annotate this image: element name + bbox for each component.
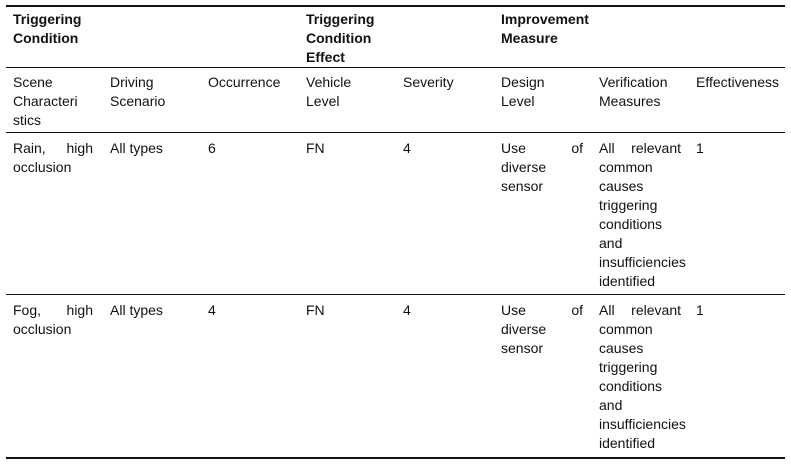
column-header-driving-scenario: Driving Scenario	[110, 74, 166, 109]
group-header-improvement-measure: Improvement Measure	[501, 11, 589, 46]
row-2-vehicle-level: FN	[306, 302, 325, 318]
row-2-occurrence: 4	[208, 302, 216, 318]
row-1-design-level: Use of diverse sensor	[501, 140, 583, 194]
row-2-design-level: Use of diverse sensor	[501, 302, 583, 356]
row-2-severity: 4	[403, 302, 411, 318]
subheader-rule	[6, 132, 785, 133]
column-header-effectiveness: Effectiveness	[696, 74, 780, 90]
column-header-scene-characteristics-text: Scene Characteristics	[13, 74, 78, 128]
row-1-driving-scenario: All types	[110, 140, 163, 156]
column-header-scene-characteristics	[13, 73, 95, 130]
group-header-triggering-condition: Triggering Condition	[13, 11, 82, 46]
top-rule	[6, 5, 785, 7]
column-header-design-level: Design Level	[501, 74, 545, 109]
row-2-effectiveness: 1	[696, 302, 704, 318]
row-2-driving-scenario: All types	[110, 302, 163, 318]
bottom-rule	[6, 457, 785, 459]
row-2-scene-characteristics: Fog, high occlusion	[13, 302, 93, 337]
header-rule	[6, 67, 785, 68]
row-1-severity: 4	[403, 140, 411, 156]
row-1-verification-measures: All relevant common causes triggering conditions and insufficiencies identified	[599, 140, 686, 289]
group-header-triggering-condition-effect: Triggering Condition Effect	[306, 11, 375, 65]
row-2-verification-measures: All relevant common causes triggering conditions and insufficiencies identified	[599, 302, 686, 451]
row-1-effectiveness: 1	[696, 140, 704, 156]
row-1-vehicle-level: FN	[306, 140, 325, 156]
row-separator	[6, 294, 785, 295]
column-header-verification-measures: Verification Measures	[599, 74, 668, 109]
row-1-occurrence: 6	[208, 140, 216, 156]
column-header-severity: Severity	[403, 74, 454, 90]
row-1-scene-characteristics: Rain, high occlusion	[13, 140, 93, 175]
column-header-vehicle-level: Vehicle Level	[306, 74, 352, 109]
column-header-occurrence: Occurrence	[208, 74, 281, 90]
